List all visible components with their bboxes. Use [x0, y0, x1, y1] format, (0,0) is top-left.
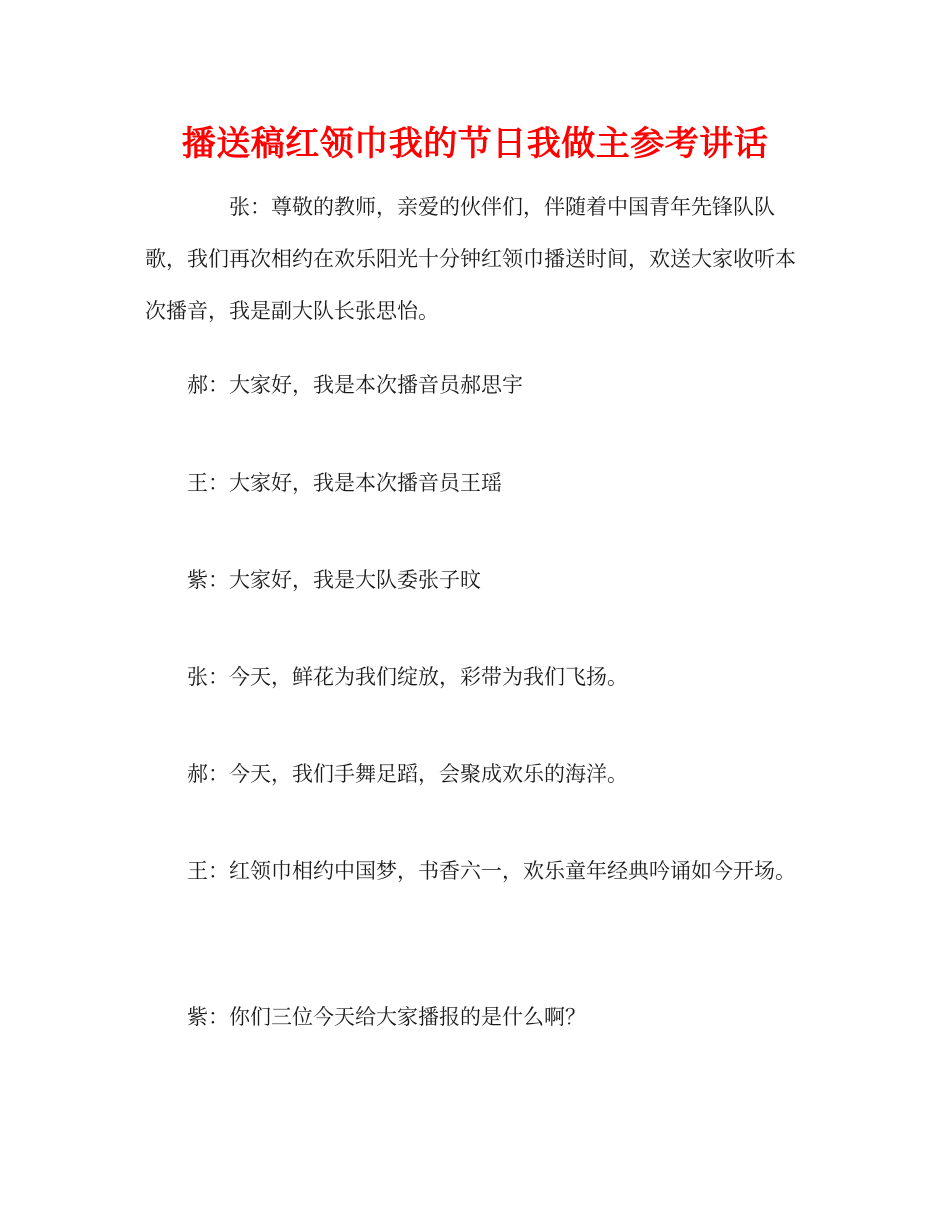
paragraph-2	[145, 359, 805, 411]
paragraph-indent	[145, 665, 187, 689]
paragraph-text: 王：红领巾相约中国梦，书香六一，欢乐童年经典吟诵如今开场。	[187, 859, 796, 883]
paragraph-8	[145, 991, 805, 1043]
document-title: 播送稿红领巾我的节日我做主参考讲话	[181, 124, 769, 164]
paragraph-7	[145, 845, 805, 897]
paragraph-4	[145, 554, 805, 606]
paragraph-text: 张：尊敬的教师，亲爱的伙伴们，伴随着中国青年先锋队队歌，我们再次相约在欢乐阳光十分钟红领巾播送时间，欢送大家收听本次播音，我是副大队长张思怡。	[145, 195, 796, 323]
paragraph-text: 紫：你们三位今天给大家播报的是什么啊？	[187, 1005, 586, 1029]
paragraph-text: 郝：大家好，我是本次播音员郝思宇	[187, 373, 523, 397]
paragraph-text: 郝：今天，我们手舞足蹈，会聚成欢乐的海洋。	[187, 762, 628, 786]
paragraph-indent	[145, 195, 229, 219]
paragraph-indent	[145, 471, 187, 495]
paragraph-text: 紫：大家好，我是大队委张子旼	[187, 568, 481, 592]
paragraph-indent	[145, 373, 187, 397]
paragraph-indent	[145, 1005, 187, 1029]
paragraph-indent	[145, 762, 187, 786]
paragraph-text: 王：大家好，我是本次播音员王瑶	[187, 471, 502, 495]
paragraph-text: 张：今天，鲜花为我们绽放，彩带为我们飞扬。	[187, 665, 628, 689]
paragraph-5	[145, 651, 805, 703]
paragraph-6	[145, 748, 805, 800]
paragraph-indent	[145, 859, 187, 883]
paragraph-3	[145, 457, 805, 509]
paragraph-1	[145, 181, 805, 337]
paragraph-indent	[145, 568, 187, 592]
